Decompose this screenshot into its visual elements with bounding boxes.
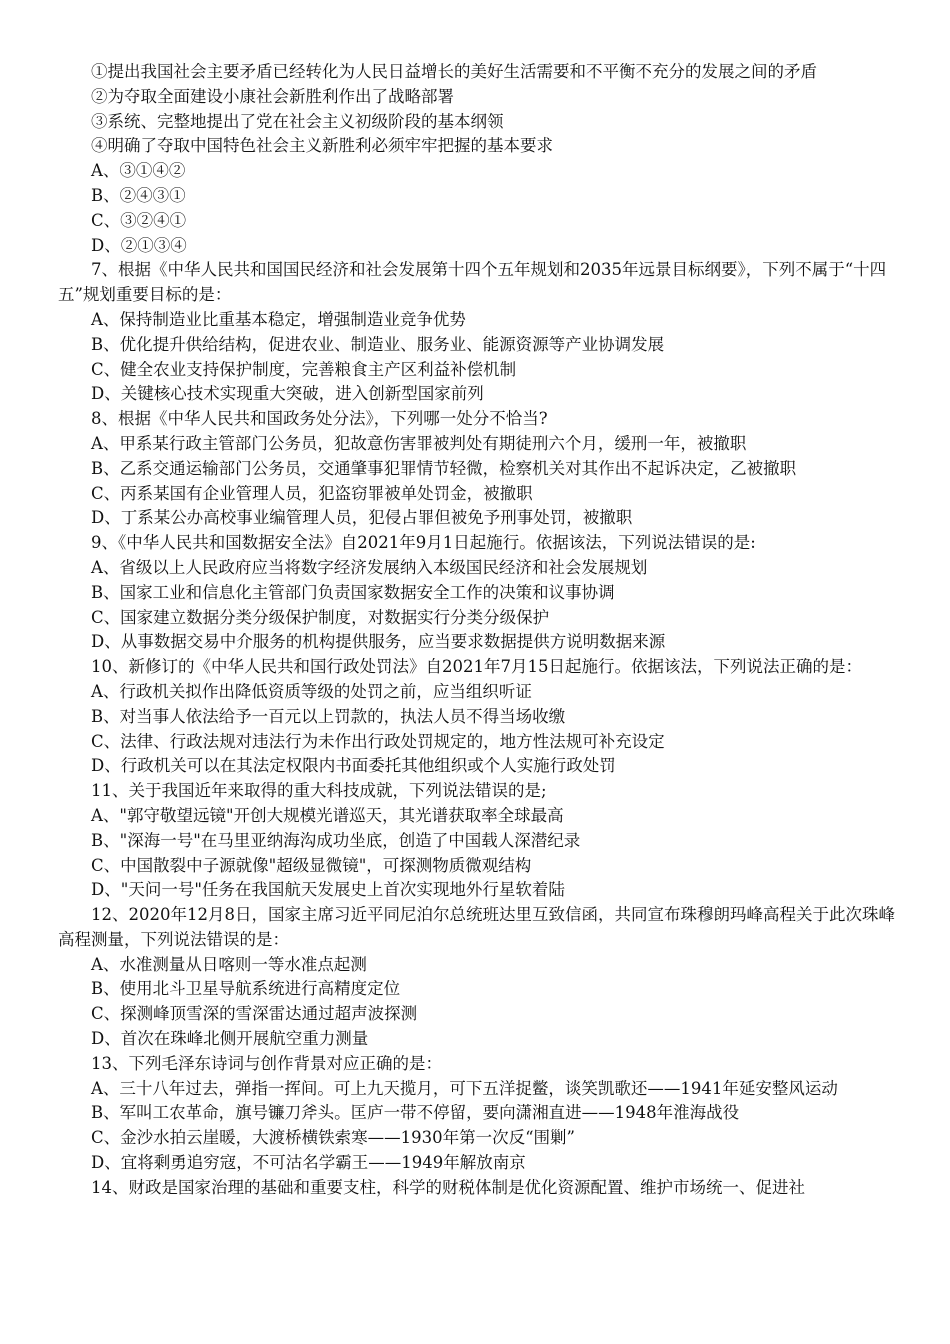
text-line: B、对当事人依法给予一百元以上罚款的，执法人员不得当场收缴 — [91, 706, 566, 726]
text-line: 12、2020年12月8日，国家主席习近平同尼泊尔总统班达里互致信函，共同宣布珠穆朗玛峰高程关于此次珠峰高程测量，下列说法错误的是： — [58, 905, 895, 949]
text-line: 11、关于我国近年来取得的重大科技成就，下列说法错误的是; — [91, 781, 547, 801]
text-line: ③系统、完整地提出了党在社会主义初级阶段的基本纲领 — [91, 111, 504, 131]
text-line: B、②④③① — [91, 185, 186, 205]
text-line: D、丁系某公办高校事业编管理人员，犯侵占罪但被免予刑事处罚，被撤职 — [91, 508, 633, 528]
text-line: B、使用北斗卫星导航系统进行高精度定位 — [91, 979, 401, 999]
text-line: A、保持制造业比重基本稳定，增强制造业竞争优势 — [91, 309, 466, 329]
text-line: 10、新修订的《中华人民共和国行政处罚法》自2021年7月15日起施行。依据该法，下列说法正确的是： — [91, 657, 862, 677]
document-page — [58, 60, 898, 1201]
text-line: D、宜将剩勇追穷寇，不可沽名学霸王——1949年解放南京 — [91, 1153, 526, 1173]
text-line: A、省级以上人民政府应当将数字经济发展纳入本级国民经济和社会发展规划 — [91, 557, 648, 577]
text-line: D、首次在珠峰北侧开展航空重力测量 — [91, 1029, 369, 1049]
text-line: A、水准测量从日喀则一等水准点起测 — [91, 954, 367, 974]
text-line: ②为夺取全面建设小康社会新胜利作出了战略部署 — [91, 86, 454, 106]
text-line: A、③①④② — [91, 161, 186, 181]
text-line: D、②①③④ — [91, 235, 187, 255]
text-line: 14、财政是国家治理的基础和重要支柱，科学的财税体制是优化资源配置、维护市场统一、促进社 — [91, 1177, 805, 1197]
text-line: D、行政机关可以在其法定权限内书面委托其他组织或个人实施行政处罚 — [91, 756, 616, 776]
text-line: ①提出我国社会主要矛盾已经转化为人民日益增长的美好生活需要和不平衡不充分的发展之间的矛盾 — [91, 62, 817, 81]
text-line: B、国家工业和信息化主管部门负责国家数据安全工作的决策和议事协调 — [91, 582, 615, 602]
text-line: C、健全农业支持保护制度，完善粮食主产区利益补偿机制 — [91, 359, 517, 379]
text-line: C、丙系某国有企业管理人员，犯盗窃罪被单处罚金，被撤职 — [91, 483, 533, 503]
text-line: C、③②④① — [91, 210, 187, 230]
text-line: B、优化提升供给结构，促进农业、制造业、服务业、能源资源等产业协调发展 — [91, 334, 665, 354]
text-line: A、行政机关拟作出降低资质等级的处罚之前，应当组织听证 — [91, 681, 532, 701]
text-line: D、从事数据交易中介服务的机构提供服务，应当要求数据提供方说明数据来源 — [91, 632, 666, 652]
text-line: C、中国散裂中子源就像"超级显微镜"，可探测物质微观结构 — [91, 855, 532, 875]
text-line: A、甲系某行政主管部门公务员，犯故意伤害罪被判处有期徒刑六个月，缓刑一年，被撤职 — [91, 433, 747, 453]
text-line: D、"天问一号"任务在我国航天发展史上首次实现地外行星软着陆 — [91, 880, 565, 900]
text-line: ④明确了夺取中国特色社会主义新胜利必须牢牢把握的基本要求 — [91, 136, 553, 156]
text-line: C、国家建立数据分类分级保护制度，对数据实行分类分级保护 — [91, 607, 550, 627]
text-line: A、"郭守敬望远镜"开创大规模光谱巡天，其光谱获取率全球最高 — [91, 805, 564, 825]
text-line: D、关键核心技术实现重大突破，进入创新型国家前列 — [91, 384, 484, 404]
text-line: 9、《中华人民共和国数据安全法》自2021年9月1日起施行。依据该法，下列说法错误的是: — [91, 533, 756, 553]
text-line: C、探测峰顶雪深的雪深雷达通过超声波探测 — [91, 1004, 418, 1024]
text-line: B、军叫工农革命，旗号镰刀斧头。匡庐一带不停留，要向潇湘直进——1948年淮海战役 — [91, 1103, 740, 1123]
text-line: B、乙系交通运输部门公务员，交通肇事犯罪情节轻微，检察机关对其作出不起诉决定，乙被撤职 — [91, 458, 797, 478]
text-line: C、金沙水拍云崖暖，大渡桥横铁索寒——1930年第一次反“围剿” — [91, 1128, 575, 1148]
text-line: 7、根据《中华人民共和国国民经济和社会发展第十四个五年规划和2035年远景目标纲要》，下列不属于“十四五”规划重要目标的是： — [58, 260, 887, 305]
text-line: A、三十八年过去，弹指一挥间。可上九天揽月，可下五洋捉鳖，谈笑凯歌还——1941年延安整风运动 — [91, 1078, 838, 1098]
text-line: C、法律、行政法规对违法行为未作出行政处罚规定的，地方性法规可补充设定 — [91, 731, 665, 751]
text-line: 8、根据《中华人民共和国政务处分法》，下列哪一处分不恰当? — [91, 409, 548, 429]
text-line: 13、下列毛泽东诗词与创作背景对应正确的是： — [91, 1053, 442, 1073]
text-line: B、"深海一号"在马里亚纳海沟成功坐底，创造了中国载人深潜纪录 — [91, 830, 581, 850]
